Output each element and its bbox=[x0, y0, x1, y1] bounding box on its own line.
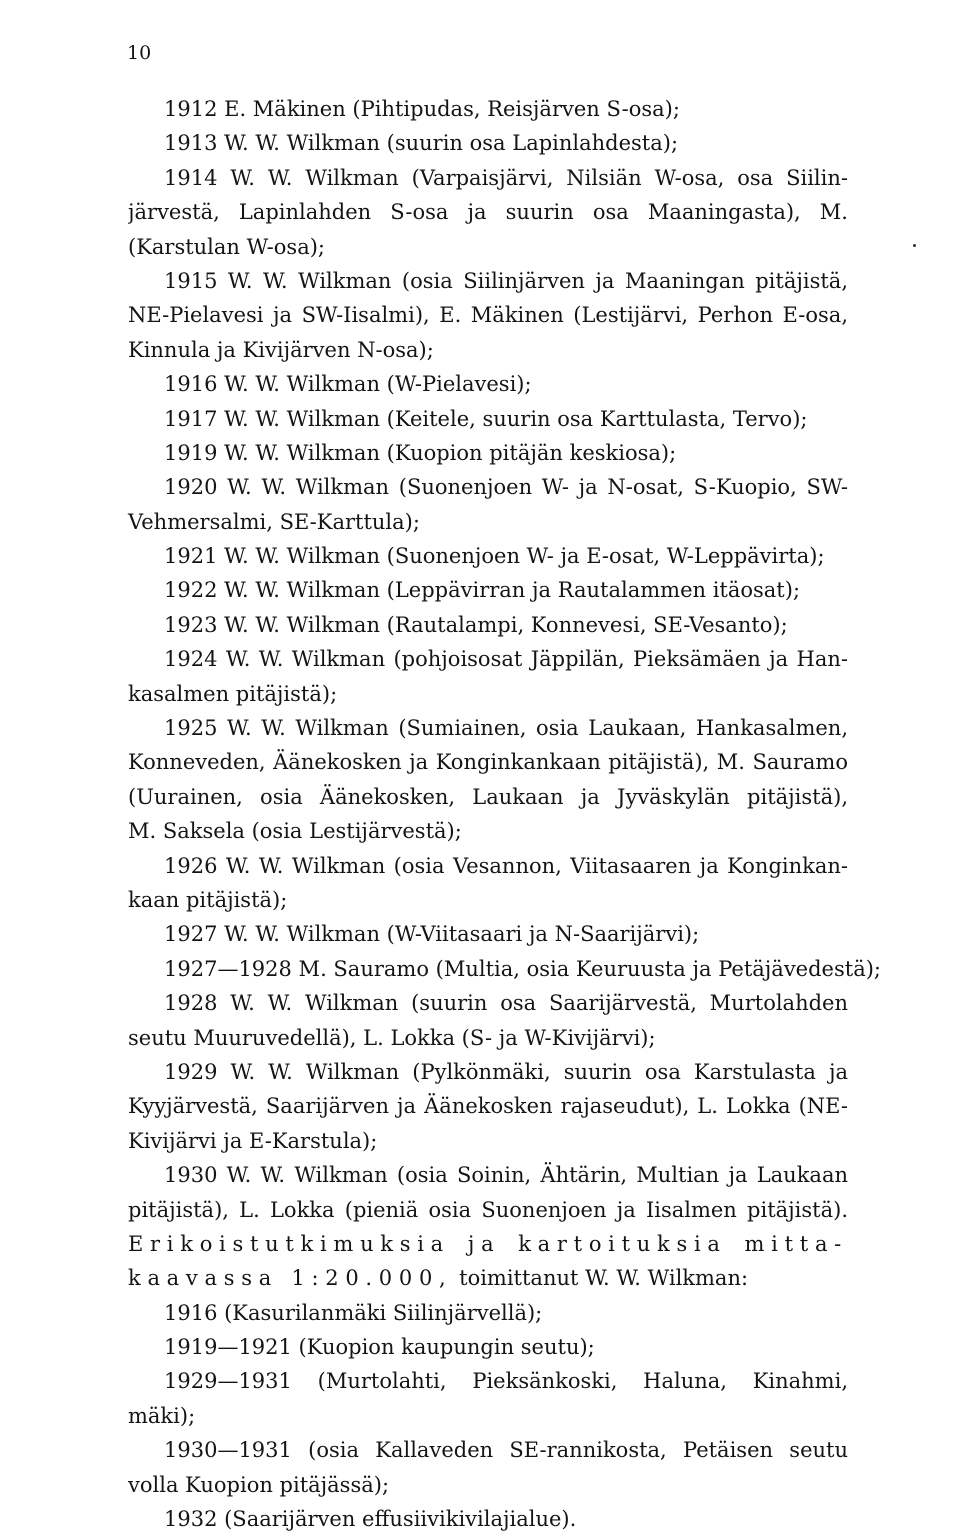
document-body bbox=[128, 92, 881, 1536]
text-line: 1914 W. W. Wilkman (Varpaisjärvi, Nilsiän W-osa, osa Siilin- bbox=[164, 165, 848, 190]
text-line: 1924 W. W. Wilkman (pohjoisosat Jäppilän, Pieksämäen ja Han- bbox=[164, 647, 848, 672]
text-line: 1919—1921 (Kuopion kaupungin seutu); bbox=[164, 1335, 595, 1360]
text-line: 1932 (Saarijärven effusiivikivilajialue). bbox=[164, 1507, 577, 1532]
section-heading-author: toimittanut W. W. Wilkman: bbox=[452, 1266, 749, 1291]
text-line: Kivijärvi ja E-Karstula); bbox=[128, 1128, 378, 1153]
text-line: kaan pitäjistä); bbox=[128, 887, 288, 912]
text-line: 1927 W. W. Wilkman (W-Viitasaari ja N-Saarijärvi); bbox=[164, 922, 700, 947]
text-line: kasalmen pitäjistä); bbox=[128, 681, 338, 706]
text-line: 1921 W. W. Wilkman (Suonenjoen W- ja E-osat, W-Leppävirta); bbox=[164, 544, 825, 569]
page-number: 10 bbox=[127, 42, 152, 64]
text-line: NE-Pielavesi ja SW-Iisalmi), E. Mäkinen (Lestijärvi, Perhon E-osa, bbox=[128, 303, 848, 328]
text-line: (Uurainen, osia Äänekosken, Laukaan ja Jyväskylän pitäjistä), bbox=[128, 784, 848, 809]
text-line: 1929—1931 (Murtolahti, Pieksänkoski, Haluna, Kinahmi, bbox=[164, 1369, 848, 1394]
text-line: 1915 W. W. Wilkman (osia Siilinjärven ja Maaningan pitäjistä, bbox=[164, 268, 848, 293]
text-line: 1926 W. W. Wilkman (osia Vesannon, Viitasaaren ja Konginkan- bbox=[164, 853, 848, 878]
text-line: 1928 W. W. Wilkman (suurin osa Saarijärvestä, Murtolahden bbox=[164, 991, 848, 1016]
text-line: Konneveden, Äänekosken ja Konginkankaan pitäjistä), M. Sauramo bbox=[128, 750, 848, 775]
text-line: 1929 W. W. Wilkman (Pylkönmäki, suurin osa Karstulasta ja bbox=[164, 1059, 848, 1084]
text-line: 1922 W. W. Wilkman (Leppävirran ja Rautalammen itäosat); bbox=[164, 578, 801, 603]
text-line: volla Kuopion pitäjässä); bbox=[128, 1472, 390, 1497]
text-line: järvestä, Lapinlahden S-osa ja suurin osa Maaningasta), M. bbox=[128, 200, 848, 225]
text-line: 1916 W. W. Wilkman (W-Pielavesi); bbox=[164, 372, 532, 397]
text-line: Kyyjärvestä, Saarijärven ja Äänekosken rajaseudut), L. Lokka (NE- bbox=[128, 1094, 848, 1119]
text-line: pitäjistä), L. Lokka (pieniä osia Suonenjoen ja Iisalmen pitäjistä). bbox=[128, 1197, 848, 1222]
text-line: M. Saksela (osia Lestijärvestä); bbox=[128, 819, 462, 844]
section-heading-scale: kaavassa 1:20.000, bbox=[128, 1266, 453, 1291]
text-line: 1913 W. W. Wilkman (suurin osa Lapinlahdesta); bbox=[164, 131, 679, 156]
text-line: 1925 W. W. Wilkman (Sumiainen, osia Laukaan, Hankasalmen, bbox=[164, 716, 848, 741]
section-heading-line-1: Erikoistutkimuksia ja kartoituksia mitta- bbox=[128, 1231, 848, 1256]
section-heading-line-2 bbox=[128, 1261, 848, 1295]
text-line: (Karstulan W-osa); bbox=[128, 234, 325, 259]
text-line: seutu Muuruvedellä), L. Lokka (S- ja W-Kivijärvi); bbox=[128, 1025, 656, 1050]
text-line: 1912 E. Mäkinen (Pihtipudas, Reisjärven S-osa); bbox=[164, 97, 680, 121]
text-line: Kinnula ja Kivijärven N-osa); bbox=[128, 337, 434, 362]
special-survey-list bbox=[128, 1296, 848, 1536]
text-line: 1919 W. W. Wilkman (Kuopion pitäjän keskiosa); bbox=[164, 440, 677, 465]
text-line: 1927—1928 M. Sauramo (Multia, osia Keuruusta ja Petäjävedestä); bbox=[164, 956, 881, 981]
text-line: Vehmersalmi, SE-Karttula); bbox=[128, 509, 420, 534]
text-line: 1916 (Kasurilanmäki Siilinjärvellä); bbox=[164, 1300, 543, 1325]
text-line: mäki); bbox=[128, 1403, 196, 1428]
survey-list bbox=[128, 92, 881, 1227]
text-line: 1930 W. W. Wilkman (osia Soinin, Ähtärin, Multian ja Laukaan bbox=[164, 1163, 848, 1188]
text-line: 1930—1931 (osia Kallaveden SE-rannikosta, Petäisen seutu bbox=[164, 1438, 848, 1463]
text-line: 1920 W. W. Wilkman (Suonenjoen W- ja N-osat, S-Kuopio, SW- bbox=[164, 475, 848, 500]
text-line: 1923 W. W. Wilkman (Rautalampi, Konnevesi, SE-Vesanto); bbox=[164, 612, 788, 637]
text-line: 1917 W. W. Wilkman (Keitele, suurin osa Karttulasta, Tervo); bbox=[164, 406, 808, 431]
print-speck bbox=[913, 244, 916, 247]
